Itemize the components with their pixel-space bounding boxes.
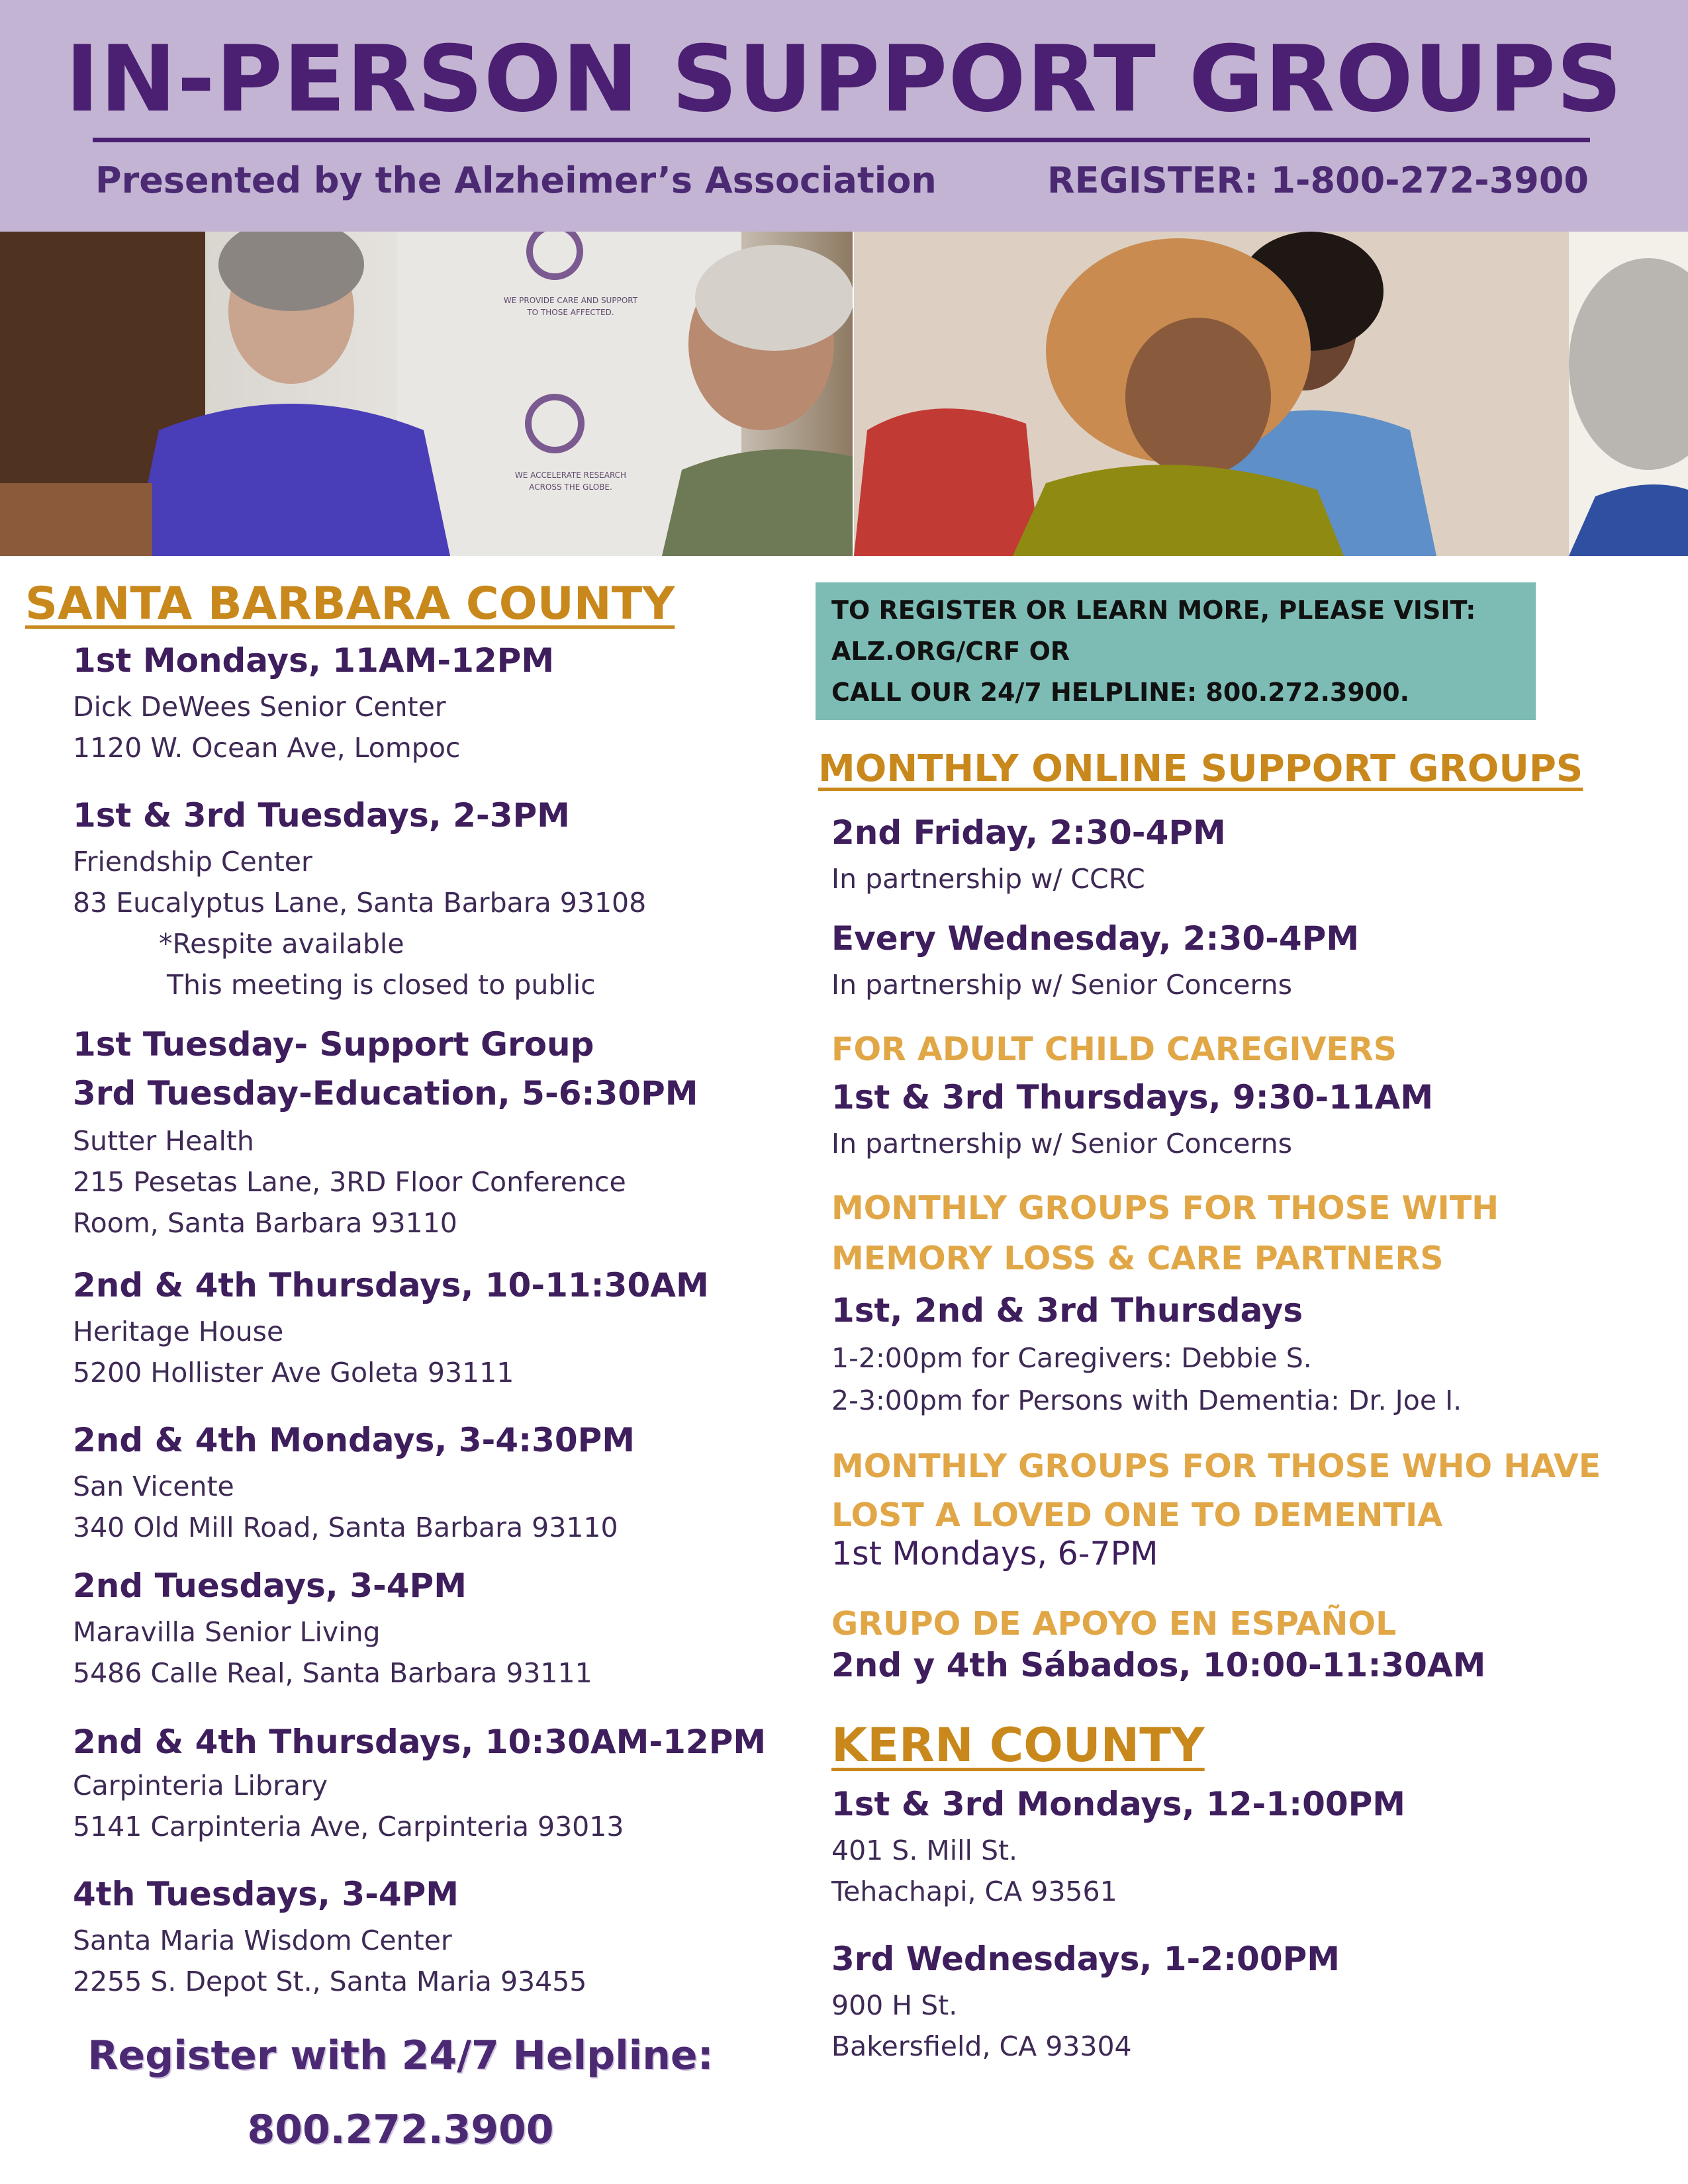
spanish-group-schedule: 2nd y 4th Sábados, 10:00-11:30AM bbox=[831, 1646, 1486, 1684]
santa-barbara-county-heading: SANTA BARBARA COUNTY bbox=[25, 578, 675, 630]
sb-group-2-address: 83 Eucalyptus Lane, Santa Barbara 93108 bbox=[73, 887, 647, 919]
adult-child-info: In partnership w/ Senior Concerns bbox=[831, 1128, 1292, 1160]
spanish-group-label: GRUPO DE APOYO EN ESPAÑOL bbox=[831, 1605, 1397, 1643]
register-box-link[interactable]: ALZ.ORG/CRF OR bbox=[831, 637, 1070, 666]
title-divider bbox=[93, 138, 1590, 142]
page-title: IN-PERSON SUPPORT GROUPS bbox=[65, 26, 1623, 132]
helpline-callout bbox=[26, 2019, 774, 2167]
sb-group-2-schedule: 1st & 3rd Tuesdays, 2-3PM bbox=[73, 796, 570, 835]
sb-group-6-address: 5486 Calle Real, Santa Barbara 93111 bbox=[73, 1657, 592, 1689]
sb-group-4-venue: Heritage House bbox=[73, 1316, 284, 1347]
sb-group-2-venue: Friendship Center bbox=[73, 846, 312, 878]
sb-group-8-venue: Santa Maria Wisdom Center bbox=[73, 1925, 452, 1956]
memory-loss-label-2: MEMORY LOSS & CARE PARTNERS bbox=[831, 1240, 1444, 1277]
kern-group-2-address-2: Bakersfield, CA 93304 bbox=[831, 2030, 1132, 2062]
sb-group-2-note-respite: *Respite available bbox=[159, 928, 404, 960]
sb-group-7-address: 5141 Carpinteria Ave, Carpinteria 93013 bbox=[73, 1811, 624, 1843]
sb-group-7-venue: Carpinteria Library bbox=[73, 1770, 328, 1801]
online-groups-heading: MONTHLY ONLINE SUPPORT GROUPS bbox=[818, 747, 1583, 790]
photo-right bbox=[854, 232, 1688, 556]
sb-group-2-note-closed: This meeting is closed to public bbox=[167, 969, 596, 1001]
online-group-1-schedule: 2nd Friday, 2:30-4PM bbox=[831, 813, 1226, 852]
adult-child-schedule: 1st & 3rd Thursdays, 9:30-11AM bbox=[831, 1078, 1434, 1116]
memory-loss-label-1: MONTHLY GROUPS FOR THOSE WITH bbox=[831, 1189, 1499, 1227]
sb-group-3-schedule-2: 3rd Tuesday-Education, 5-6:30PM bbox=[73, 1074, 698, 1113]
sb-group-7-schedule: 2nd & 4th Thursdays, 10:30AM-12PM bbox=[73, 1723, 767, 1761]
kern-group-2-address-1: 900 H St. bbox=[831, 1989, 958, 2021]
sb-group-1-schedule: 1st Mondays, 11AM-12PM bbox=[73, 641, 555, 680]
online-group-2-info: In partnership w/ Senior Concerns bbox=[831, 969, 1292, 1001]
helpline-line-1: Register with 24/7 Helpline: bbox=[87, 2032, 714, 2079]
kern-group-1-address-2: Tehachapi, CA 93561 bbox=[831, 1876, 1117, 1907]
sb-group-8-schedule: 4th Tuesdays, 3-4PM bbox=[73, 1875, 459, 1913]
sb-group-3-address-2: Room, Santa Barbara 93110 bbox=[73, 1207, 457, 1239]
sb-group-1-venue: Dick DeWees Senior Center bbox=[73, 691, 446, 723]
banner-text-2: TO THOSE AFFECTED. bbox=[527, 308, 614, 317]
sb-group-3-schedule: 1st Tuesday- Support Group bbox=[73, 1025, 594, 1064]
online-group-2-schedule: Every Wednesday, 2:30-4PM bbox=[831, 919, 1360, 958]
loss-label-1: MONTHLY GROUPS FOR THOSE WHO HAVE bbox=[831, 1447, 1601, 1485]
register-box-line-1: TO REGISTER OR LEARN MORE, PLEASE VISIT: bbox=[831, 596, 1476, 625]
sb-group-4-schedule: 2nd & 4th Thursdays, 10-11:30AM bbox=[73, 1266, 709, 1304]
memory-loss-info-2: 2-3:00pm for Persons with Dementia: Dr. Joe I. bbox=[831, 1385, 1462, 1416]
sb-group-3-venue: Sutter Health bbox=[73, 1125, 254, 1157]
kern-group-1-address-1: 401 S. Mill St. bbox=[831, 1835, 1018, 1866]
sb-group-5-schedule: 2nd & 4th Mondays, 3-4:30PM bbox=[73, 1421, 635, 1459]
banner-text-1: WE PROVIDE CARE AND SUPPORT bbox=[503, 296, 638, 305]
memory-loss-info-1: 1-2:00pm for Caregivers: Debbie S. bbox=[831, 1342, 1312, 1374]
register-info-box bbox=[816, 582, 1536, 720]
banner-text-4: ACROSS THE GLOBE. bbox=[529, 482, 612, 492]
loss-label-2: LOST A LOVED ONE TO DEMENTIA bbox=[831, 1496, 1443, 1534]
sb-group-5-venue: San Vicente bbox=[73, 1471, 234, 1502]
sb-group-6-venue: Maravilla Senior Living bbox=[73, 1616, 381, 1648]
sb-group-6-schedule: 2nd Tuesdays, 3-4PM bbox=[73, 1567, 467, 1605]
photo-right-illustration bbox=[854, 232, 1688, 556]
online-group-1-info: In partnership w/ CCRC bbox=[831, 863, 1145, 895]
photo-left bbox=[0, 232, 853, 556]
sb-group-8-address: 2255 S. Depot St., Santa Maria 93455 bbox=[73, 1966, 587, 1997]
kern-group-2-schedule: 3rd Wednesdays, 1-2:00PM bbox=[831, 1940, 1340, 1978]
helpline-phone: 800.272.3900 bbox=[247, 2107, 554, 2153]
sb-group-1-address: 1120 W. Ocean Ave, Lompoc bbox=[73, 732, 461, 764]
kern-county-heading: KERN COUNTY bbox=[831, 1718, 1205, 1772]
register-box-line-3: CALL OUR 24/7 HELPLINE: 800.272.3900. bbox=[831, 678, 1410, 707]
photo-left-illustration bbox=[0, 232, 853, 556]
sb-group-4-address: 5200 Hollister Ave Goleta 93111 bbox=[73, 1357, 514, 1388]
sb-group-5-address: 340 Old Mill Road, Santa Barbara 93110 bbox=[73, 1512, 618, 1543]
sb-group-3-address: 215 Pesetas Lane, 3RD Floor Conference bbox=[73, 1166, 626, 1198]
presented-by: Presented by the Alzheimer’s Association bbox=[95, 159, 937, 201]
banner-text-3: WE ACCELERATE RESEARCH bbox=[514, 471, 627, 480]
loss-schedule: 1st Mondays, 6-7PM bbox=[831, 1535, 1158, 1572]
adult-child-caregivers-label: FOR ADULT CHILD CAREGIVERS bbox=[831, 1030, 1397, 1068]
register-phone: REGISTER: 1-800-272-3900 bbox=[1047, 159, 1589, 201]
kern-group-1-schedule: 1st & 3rd Mondays, 12-1:00PM bbox=[831, 1785, 1406, 1823]
memory-loss-schedule: 1st, 2nd & 3rd Thursdays bbox=[831, 1291, 1303, 1330]
